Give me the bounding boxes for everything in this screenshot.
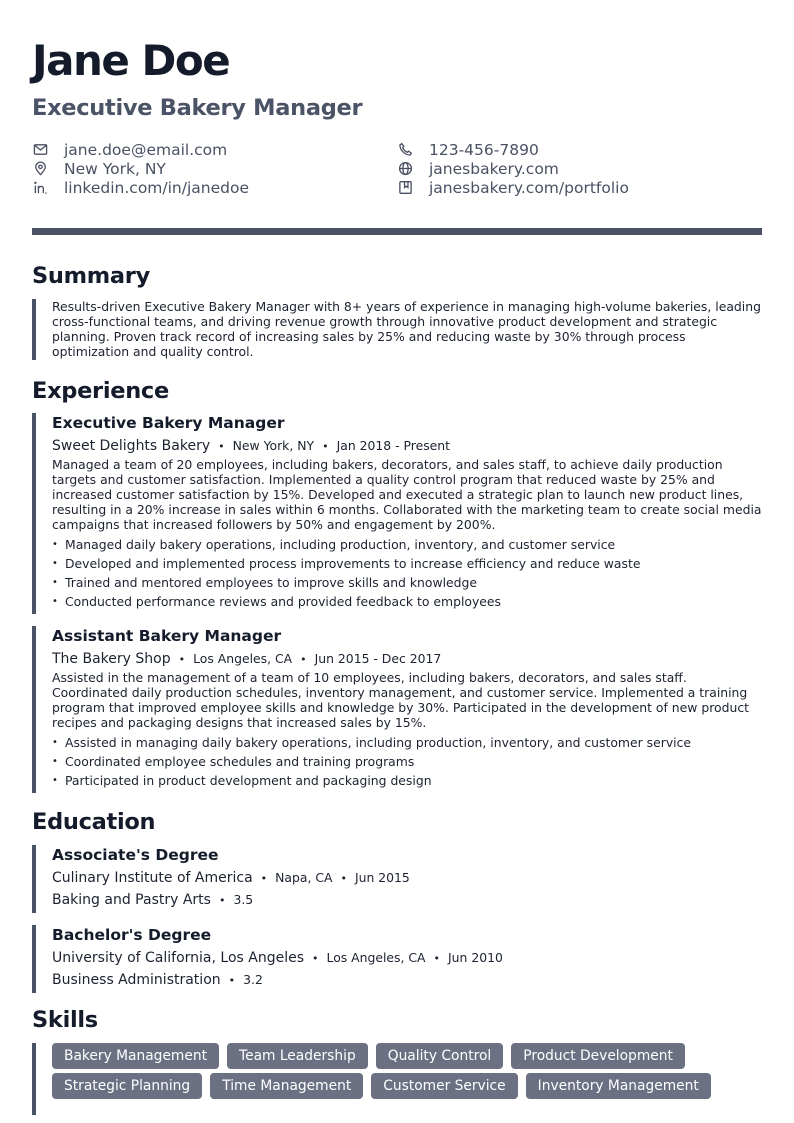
- job-bullet: • Trained and mentored employees to improve skills and knowledge: [52, 573, 762, 592]
- job-bullet: • Conducted performance reviews and provided feedback to employees: [52, 592, 762, 611]
- separator-dot: •: [300, 653, 307, 666]
- separator-dot: •: [433, 952, 441, 965]
- separator-dot: •: [322, 440, 329, 453]
- candidate-name: Jane Doe: [32, 36, 230, 85]
- contact-email[interactable]: [32, 140, 397, 159]
- job-meta: [52, 648, 762, 670]
- separator-dot: •: [218, 894, 226, 907]
- job-description: Assisted in the management of a team of 10 employees, including bakers, decorators, and sales staff. Coordinated daily production schedules, inventory management, and customer service. Implemented a training program that improved employee skills and knowledge by 30%. Participated in the development of new product recipes and packaging designs that increased sales by 15%.: [52, 670, 749, 730]
- school-location: Los Angeles, CA: [326, 950, 426, 965]
- education-field-meta: [52, 889, 762, 911]
- separator-dot: •: [312, 952, 319, 965]
- summary-heading: Summary: [32, 263, 150, 289]
- contact-website[interactable]: [397, 159, 762, 178]
- school-name: University of California, Los Angeles: [52, 950, 305, 966]
- contact-location-text: New York, NY: [64, 159, 166, 178]
- contact-phone-text: 123-456-7890: [429, 140, 539, 159]
- globe-icon: [397, 161, 413, 177]
- degree-title: Bachelor's Degree: [52, 926, 212, 944]
- job-title: Executive Bakery Manager: [52, 414, 285, 432]
- job-bullet: • Assisted in managing daily bakery operations, including production, inventory, and customer service: [52, 733, 762, 752]
- skill-tag: Team Leadership: [227, 1043, 368, 1069]
- education-heading: Education: [32, 809, 156, 835]
- contact-linkedin[interactable]: [32, 178, 397, 197]
- contact-website-text: janesbakery.com: [429, 159, 559, 178]
- contact-portfolio-text: janesbakery.com/portfolio: [429, 178, 629, 197]
- mail-icon: [32, 142, 48, 158]
- company-name: Sweet Delights Bakery: [52, 438, 211, 454]
- field-of-study: Business Administration: [52, 972, 221, 988]
- job-location: Los Angeles, CA: [193, 651, 293, 666]
- education-field-meta: [52, 969, 762, 991]
- phone-icon: [397, 142, 413, 158]
- contact-location: [32, 159, 397, 178]
- job-description: Managed a team of 20 employees, including bakers, decorators, and sales staff, to achieve daily production targets and customer satisfaction. Implemented a quality control program that reduced waste by 25% and increased customer satisfaction by 15%. Developed and executed a strategic plan to launch new product lines, resulting in a 20% increase in sales within 6 months. Collaborated with the marketing team to create social media campaigns that increased followers by 50% and engagement by 200%.: [52, 457, 762, 532]
- header-divider: [32, 228, 762, 235]
- skills-heading: Skills: [32, 1007, 98, 1033]
- graduation-date: Jun 2010: [448, 950, 503, 965]
- company-name: The Bakery Shop: [52, 651, 171, 667]
- job-dates: Jun 2015 - Dec 2017: [314, 651, 442, 666]
- job-bullet: • Developed and implemented process improvements to increase efficiency and reduce waste: [52, 554, 762, 573]
- skill-tag: Product Development: [511, 1043, 685, 1069]
- contact-list: [32, 140, 762, 197]
- skills-list: [32, 1043, 746, 1115]
- education-entry: [32, 925, 762, 993]
- school-location: Napa, CA: [275, 870, 333, 885]
- education-meta: [52, 947, 762, 969]
- job-dates: Jan 2018 - Present: [336, 438, 450, 453]
- job-bullets: [52, 733, 762, 790]
- job-bullet: • Participated in product development and packaging design: [52, 771, 762, 790]
- skill-tag: Strategic Planning: [52, 1073, 202, 1099]
- degree-title: Associate's Degree: [52, 846, 219, 864]
- portfolio-bookmark-icon: [397, 180, 413, 196]
- location-pin-icon: [32, 161, 48, 177]
- gpa-value: 3.2: [243, 972, 263, 987]
- graduation-date: Jun 2015: [354, 870, 410, 885]
- education-meta: [52, 867, 762, 889]
- gpa-value: 3.5: [233, 892, 254, 907]
- experience-entry: [32, 626, 762, 793]
- experience-heading: Experience: [32, 378, 169, 404]
- contact-email-text: jane.doe@email.com: [64, 140, 228, 159]
- separator-dot: •: [218, 440, 225, 453]
- job-bullet: • Coordinated employee schedules and training programs: [52, 752, 762, 771]
- summary-block: [32, 299, 762, 360]
- skill-tag: Time Management: [210, 1073, 363, 1099]
- skill-tag: Customer Service: [371, 1073, 517, 1099]
- contact-linkedin-text: linkedin.com/in/janedoe: [64, 178, 249, 197]
- job-meta: [52, 435, 762, 457]
- contact-portfolio[interactable]: [397, 178, 762, 197]
- skill-tag: Quality Control: [376, 1043, 504, 1069]
- separator-dot: •: [260, 872, 268, 885]
- separator-dot: •: [340, 872, 347, 885]
- education-entry: [32, 845, 762, 913]
- linkedin-icon: [32, 180, 48, 196]
- candidate-role: Executive Bakery Manager: [32, 95, 363, 121]
- separator-dot: •: [178, 653, 186, 666]
- skill-tag: Inventory Management: [526, 1073, 711, 1099]
- school-name: Culinary Institute of America: [52, 870, 253, 886]
- job-title: Assistant Bakery Manager: [52, 627, 282, 645]
- job-bullets: [52, 535, 762, 611]
- summary-text: Results-driven Executive Bakery Manager with 8+ years of experience in managing high-volume bakeries, leading cross-functional teams, and driving revenue growth through innovative product development and strategic planning. Proven track record of increasing sales by 25% and reducing waste by 30% through process optimization and quality control.: [52, 299, 761, 359]
- skill-tag: Bakery Management: [52, 1043, 219, 1069]
- separator-dot: •: [228, 974, 236, 987]
- experience-entry: [32, 413, 762, 614]
- field-of-study: Baking and Pastry Arts: [52, 892, 211, 908]
- job-location: New York, NY: [232, 438, 315, 453]
- job-bullet: • Managed daily bakery operations, including production, inventory, and customer service: [52, 535, 762, 554]
- contact-phone[interactable]: [397, 140, 762, 159]
